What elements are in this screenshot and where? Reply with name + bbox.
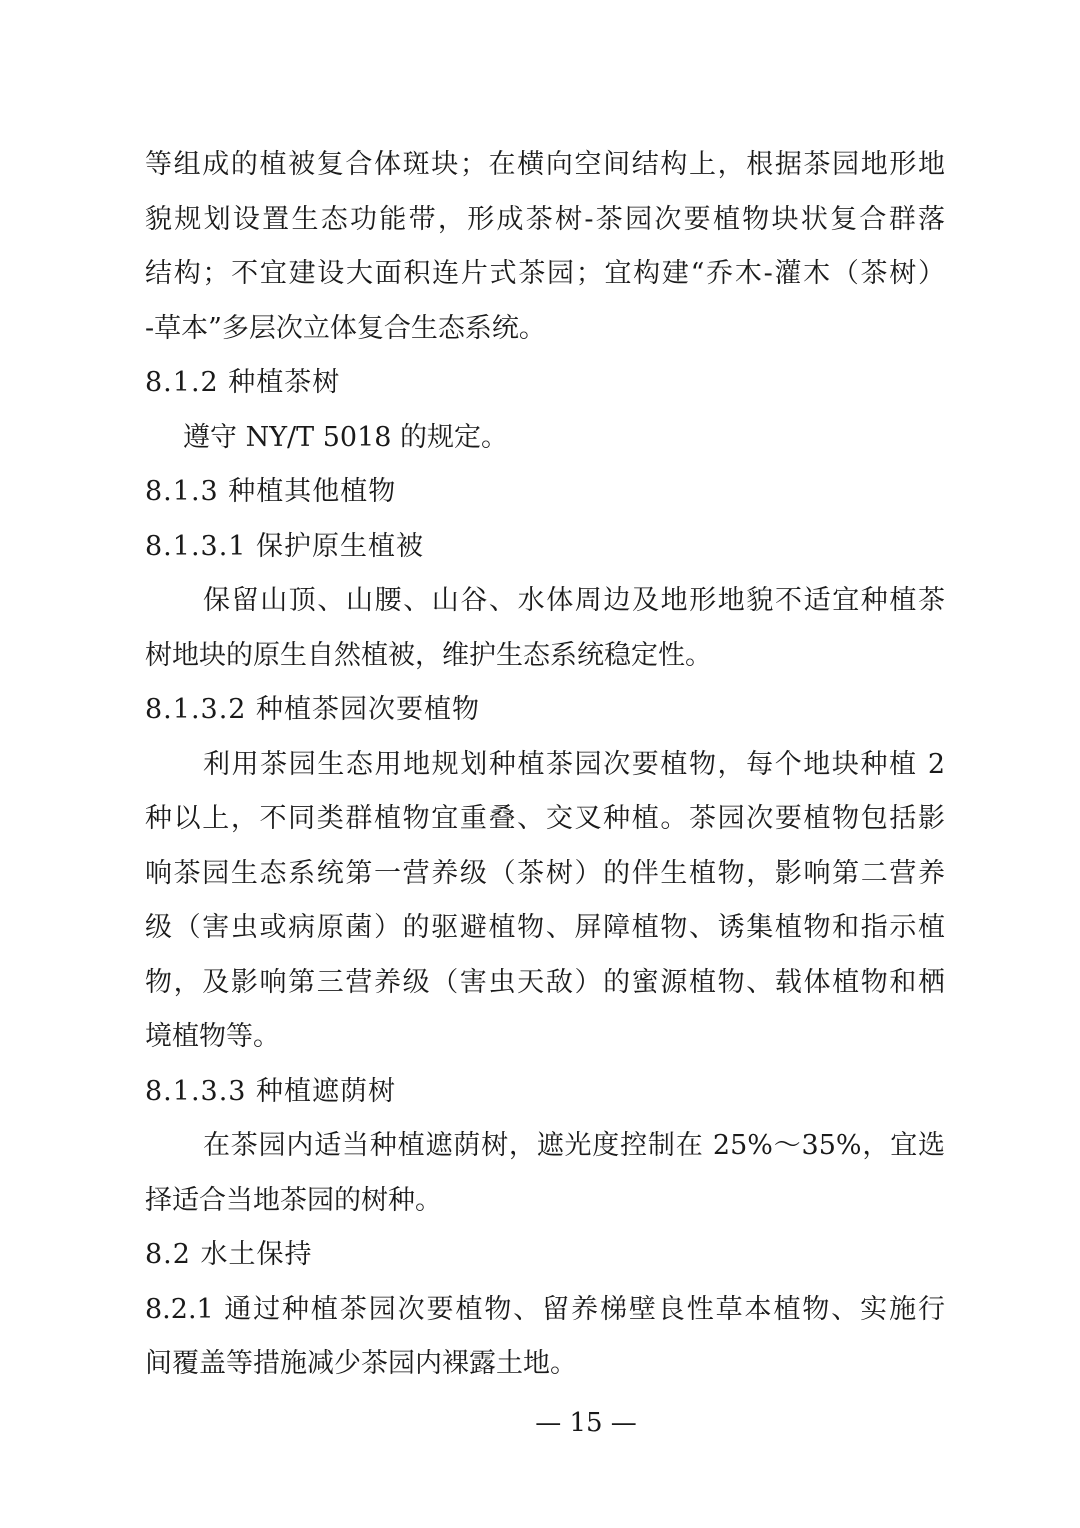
body-text-line: 间覆盖等措施减少茶园内裸露土地。	[145, 1348, 577, 1379]
page-number: — 15 —	[535, 1408, 637, 1438]
body-text-line: 物，及影响第三营养级（害虫天敌）的蜜源植物、载体植物和栖	[145, 966, 945, 998]
body-text-line: 树地块的原生自然植被，维护生态系统稳定性。	[145, 639, 712, 671]
section-heading: 8.1.3.2 种植茶园次要植物	[145, 694, 481, 725]
section-heading: 8.1.3 种植其他植物	[145, 476, 397, 507]
section-heading: 8.1.3.1 保护原生植被	[145, 530, 425, 562]
body-text-line: 级（害虫或病原菌）的驱避植物、屏障植物、诱集植物和指示植	[145, 912, 945, 943]
body-text-line: 在茶园内适当种植遮荫树，遮光度控制在 25%～35%，宜选	[203, 1130, 945, 1161]
body-text-line: 择适合当地茶园的树种。	[145, 1184, 442, 1216]
body-text-line: 结构；不宜建设大面积连片式茶园；宜构建“乔木-灌木（茶树）	[145, 258, 945, 289]
section-heading: 8.2 水土保持	[145, 1239, 313, 1270]
document-body	[145, 138, 945, 1392]
section-heading: 8.1.3.3 种植遮荫树	[145, 1075, 397, 1107]
body-text-line: 等组成的植被复合体斑块；在横向空间结构上，根据茶园地形地	[145, 149, 945, 180]
body-text-line: 种以上，不同类群植物宜重叠、交叉种植。茶园次要植物包括影	[145, 803, 945, 834]
body-text-line: 貌规划设置生态功能带，形成茶树-茶园次要植物块状复合群落	[145, 203, 945, 235]
body-text-line: -草本”多层次立体复合生态系统。	[145, 312, 546, 344]
body-text-line: 遵守 NY/T 5018 的规定。	[183, 421, 509, 453]
body-text-line: 利用茶园生态用地规划种植茶园次要植物，每个地块种植 2	[203, 748, 945, 780]
body-text-line: 响茶园生态系统第一营养级（茶树）的伴生植物，影响第二营养	[145, 857, 945, 889]
section-heading: 8.1.2 种植茶树	[145, 367, 341, 398]
body-text-line: 保留山顶、山腰、山谷、水体周边及地形地貌不适宜种植茶	[203, 585, 945, 616]
body-text-line: 8.2.1 通过种植茶园次要植物、留养梯壁良性草本植物、实施行	[145, 1293, 945, 1325]
body-text-line: 境植物等。	[145, 1021, 280, 1052]
